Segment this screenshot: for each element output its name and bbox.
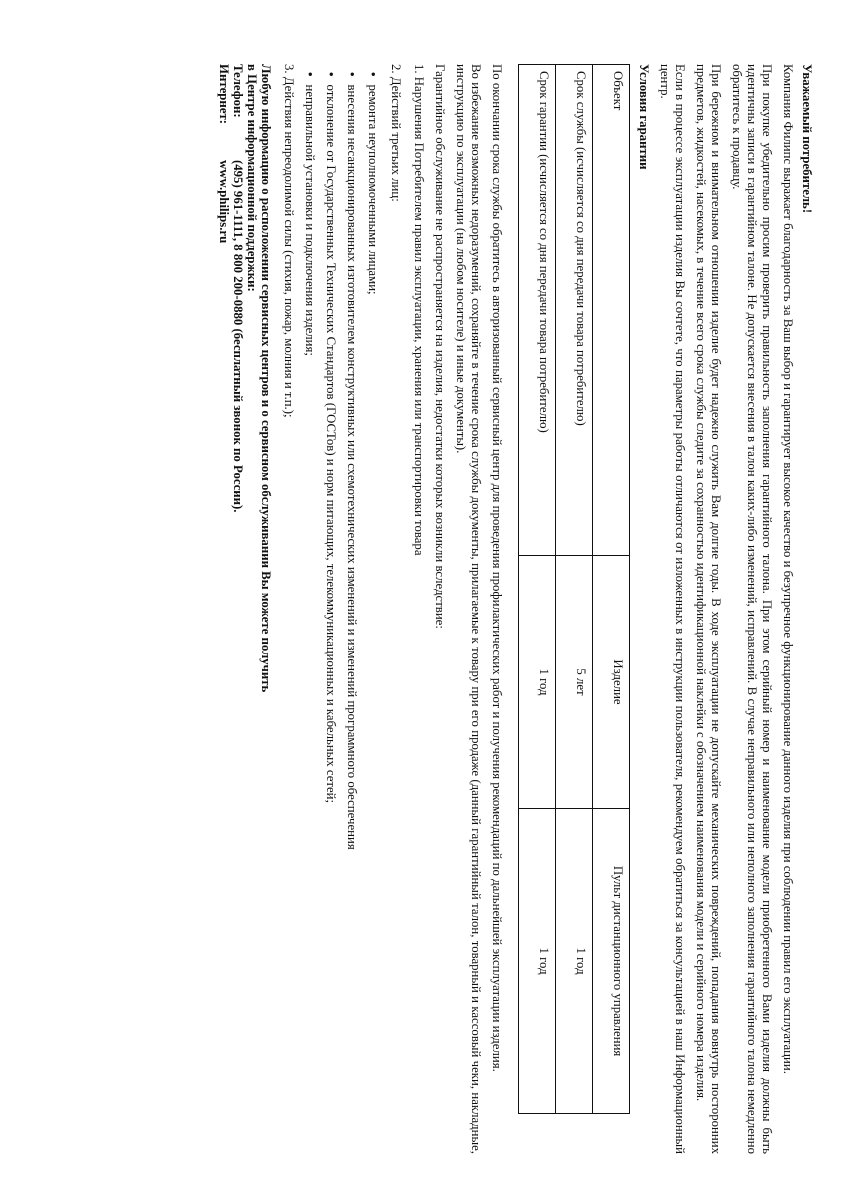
internet-label: Интернет: (217, 64, 231, 125)
intro-paragraph: При покупке убедительно просим проверить правильность заполнения гарантийного талона. При этом серийный номер и наименование модели приобретенного Вами изделия должны быть идентичны записи в гарантийном талоне. Не допускается внесения в талон каких-либо изменений, исправлений. В случае неправильного или неполного заполнения гарантийного талона немедленно обратитесь к продавцу. (730, 64, 774, 1154)
table-row (519, 65, 556, 1114)
intro-paragraph: Если в процессе эксплуатации изделия Вы сочтете, что параметры работы отличаются от изложенных в инструкции пользователя, рекомендуем обратиться за консультацией в наш Информационный центр. (658, 64, 687, 1154)
table-header-object: Объект (593, 65, 630, 556)
table-cell: 1 год (519, 555, 556, 808)
list-item-text: внесения несанкционированных изготовителем конструктивных или схемотехнических изменений и изменений программного обеспечения (345, 84, 359, 850)
bullet-icon: • (366, 72, 380, 77)
contact-intro-line: Любую информацию о расположении сервисных центров и о сервисном обслуживании Вы можете получить (259, 64, 273, 693)
contact-center-line: в Центре информационной поддержки: (245, 64, 259, 292)
table-row (556, 65, 593, 1114)
contact-block (217, 64, 273, 1154)
warranty-conditions-title: Условия гарантии (637, 64, 651, 170)
force-majeure-item: 3. Действия непреодолимой силы (стихия, пожар, молния и т.п.); (282, 64, 296, 418)
table-cell: 5 лет (556, 555, 593, 808)
greeting-heading: Уважаемый потребитель! (800, 64, 814, 214)
phone-label: Телефон: (231, 64, 245, 118)
table-header-product: Изделие (593, 555, 630, 808)
document-content (217, 64, 814, 1154)
list-item (302, 72, 317, 1154)
table-cell: 1 год (556, 809, 593, 1114)
list-item-text: неправильной установки и подключения изделия; (303, 84, 317, 356)
table-cell: Срок гарантии (исчисляется со дня передачи товара потребителю) (519, 65, 556, 556)
documents-paragraph: Во избежание возможных недоразумений, сохраняйте в течение срока службы документы, прилагаемые к товару при его продаже (данный гарантийный талон, товарный и кассовый чеки, накладные, инструкцию по эксплуатации (на любом носителе) и иные документы). (454, 64, 483, 1154)
table-header-remote: Пульт дистанционного управления (593, 809, 630, 1114)
list-item (365, 72, 380, 1154)
intro-paragraph: Компания Филипс выражает благодарность за Ваш выбор и гарантирует высокое качество и безупречное функционирование данного изделия при соблюдении правил его эксплуатации. (781, 64, 795, 1074)
warranty-table (518, 64, 630, 1114)
table-cell: 1 год (519, 809, 556, 1114)
internet-row (217, 64, 231, 1154)
table-cell: Срок службы (исчисляется со дня передачи товара потребителю) (556, 65, 593, 556)
phone-row (231, 64, 245, 1154)
bullet-icon: • (345, 72, 359, 77)
list-item (344, 72, 359, 1154)
internet-link[interactable]: www.philips.ru (217, 160, 231, 244)
bullet-icon: • (324, 72, 338, 77)
list-item (323, 72, 338, 1154)
service-paragraph: По окончании срока службы обратитесь в авторизованный сервисный центр для проведения профилактических работ и получения рекомендаций по дальнейшей эксплуатации изделия. (490, 64, 504, 1072)
list-item-text: ремонта неуполномоченными лицами; (366, 84, 380, 295)
condition-item: 2. Действий третьих лиц: (389, 64, 403, 202)
intro-paragraph: При бережном и внимательном отношении изделие будет надежно служить Вам долгие годы. В ходе эксплуатации не допускайте механических повреждений, попадания вовнутрь посторонних предметов, жидкостей, насекомых, в течение всего срока службы следите за сохранностью идентификационной наклейки с обозначением наименования модели и серийного номера изделия. (694, 64, 723, 1154)
table-header-row (593, 65, 630, 1114)
list-item-text: отклонение от Государственных Технических Стандартов (ГОСТов) и норм питающих, телекоммуникационных и кабельных сетей; (324, 84, 338, 804)
condition-item: 1. Нарушения Потребителем правил эксплуатации, хранения или транспортировки товара (412, 64, 426, 556)
bullet-icon: • (303, 72, 317, 77)
exclusions-paragraph: Гарантийное обслуживание не распространяется на изделия, недостатки которых возникли вследствие: (433, 64, 447, 629)
phone-value: (495) 961-1111, 8 800 200-0880 (бесплатный звонок по России). (231, 160, 245, 513)
